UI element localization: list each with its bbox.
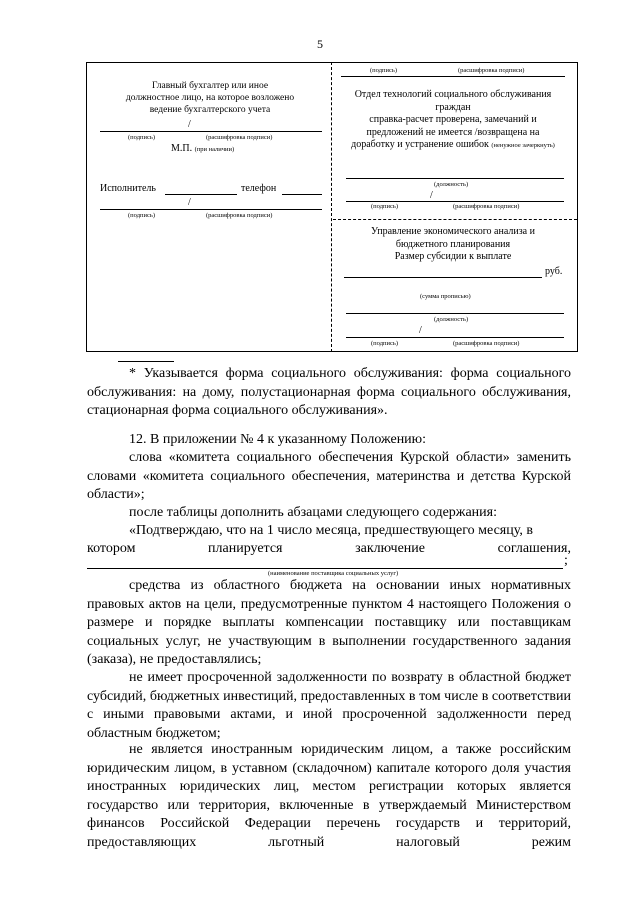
decoding-caption: (расшифровка подписи) xyxy=(453,340,520,347)
signature-caption: (подпись) xyxy=(370,67,397,74)
executor-label: Исполнитель xyxy=(100,183,156,194)
signature-caption: (подпись) xyxy=(371,203,398,210)
position-caption: (должность) xyxy=(434,316,469,323)
sum-caption: (сумма прописью) xyxy=(420,293,471,300)
position-line xyxy=(346,178,564,179)
currency-label: руб. xyxy=(545,266,563,277)
paragraph-12: 12. В приложении № 4 к указанному Положению: xyxy=(129,432,427,447)
paragraph-confirm-line2: котором планируется заключение соглашения, xyxy=(87,541,571,556)
position-line-2 xyxy=(346,313,564,314)
executor-line xyxy=(165,194,237,195)
department-title: Отдел технологий социального обслуживания граждан справка-расчет проверена, замечаний и предложений не имеется /возвращена на доработку и устранение ошибок (ненужное зачеркнуть) xyxy=(351,89,555,150)
management-signature-line xyxy=(346,337,564,338)
provider-line-end: ; xyxy=(564,553,568,568)
decoding-caption: (расшифровка подписи) xyxy=(206,134,273,141)
paragraph-not-foreign: не является иностранным юридическим лицом, а также российским юридическим лицом, в уставном (складочном) капитале которого доля участия иностранных юридических лиц, местом регистрации которых является государство или территория, включенные в утверждаемый Министерством финансов Российской Федерации перечень государств и территорий, предоставляющих льготный налоговый режим xyxy=(87,742,571,850)
stamp-label: М.П. (при наличии) xyxy=(171,143,235,154)
decoding-caption: (расшифровка подписи) xyxy=(458,67,525,74)
decoding-caption: (расшифровка подписи) xyxy=(453,203,520,210)
footnote-rule xyxy=(118,361,174,362)
paragraph-no-debt: не имеет просроченной задолженности по возврату в областной бюджет субсидий, бюджетных инвестиций, предоставленных в том числе в соответствии с иными правовыми актами, и иной просроченной задолженности перед областным бюджетом; xyxy=(87,670,571,741)
department-signature-line xyxy=(346,201,564,202)
paragraph-replace-words: слова «комитета социального обеспечения Курской области» заменить словами «комитета социального обеспечения, материнства и детства Курской области»; xyxy=(87,450,571,502)
provider-name-line xyxy=(87,568,563,569)
chief-accountant-title: Главный бухгалтер или иное должностное лицо, на которое возложено ведение бухгалтерского учета xyxy=(125,81,295,115)
separator-slash: / xyxy=(188,197,191,208)
signature-caption: (подпись) xyxy=(128,212,155,219)
signature-caption: (подпись) xyxy=(371,340,398,347)
management-title: Управление экономического анализа и бюджетного планирования Размер субсидии к выплате xyxy=(371,226,535,262)
page-number: 5 xyxy=(317,37,323,51)
paragraph-funds: средства из областного бюджета на основании иных нормативных правовых актов на цели, предусмотренные пунктом 4 настоящего Положения о размере и порядке выплаты компенсации поставщику или поставщикам социальных услуг, не участвующим в выполнении государственного задания (заказа), не предоставлялись; xyxy=(87,578,571,667)
paragraph-confirm-line1: «Подтверждаю, что на 1 число месяца, предшествующего месяцу, в xyxy=(129,523,533,538)
signature-caption: (подпись) xyxy=(128,134,155,141)
separator-slash: / xyxy=(419,325,422,336)
phone-line xyxy=(282,194,322,195)
separator-slash: / xyxy=(188,119,191,130)
separator-slash: / xyxy=(430,190,433,201)
decoding-caption: (расшифровка подписи) xyxy=(206,212,273,219)
position-caption: (должность) xyxy=(434,181,469,188)
paragraph-after-table: после таблицы дополнить абзацами следующего содержания: xyxy=(129,505,497,520)
executor-signature-line xyxy=(100,209,322,210)
provider-caption: (наименование поставщика социальных услуг) xyxy=(268,570,399,577)
phone-label: телефон xyxy=(241,183,277,194)
accountant-signature-line xyxy=(100,131,322,132)
top-signature-line xyxy=(341,76,565,77)
form-column-divider xyxy=(331,62,332,352)
section-divider xyxy=(333,219,577,220)
footnote: * Указывается форма социального обслуживания: форма социального обслуживания: на дому, полустационарная форма социального обслуживания, стационарная форма социального обслуживания». xyxy=(87,366,571,418)
subsidy-amount-line xyxy=(344,277,542,278)
